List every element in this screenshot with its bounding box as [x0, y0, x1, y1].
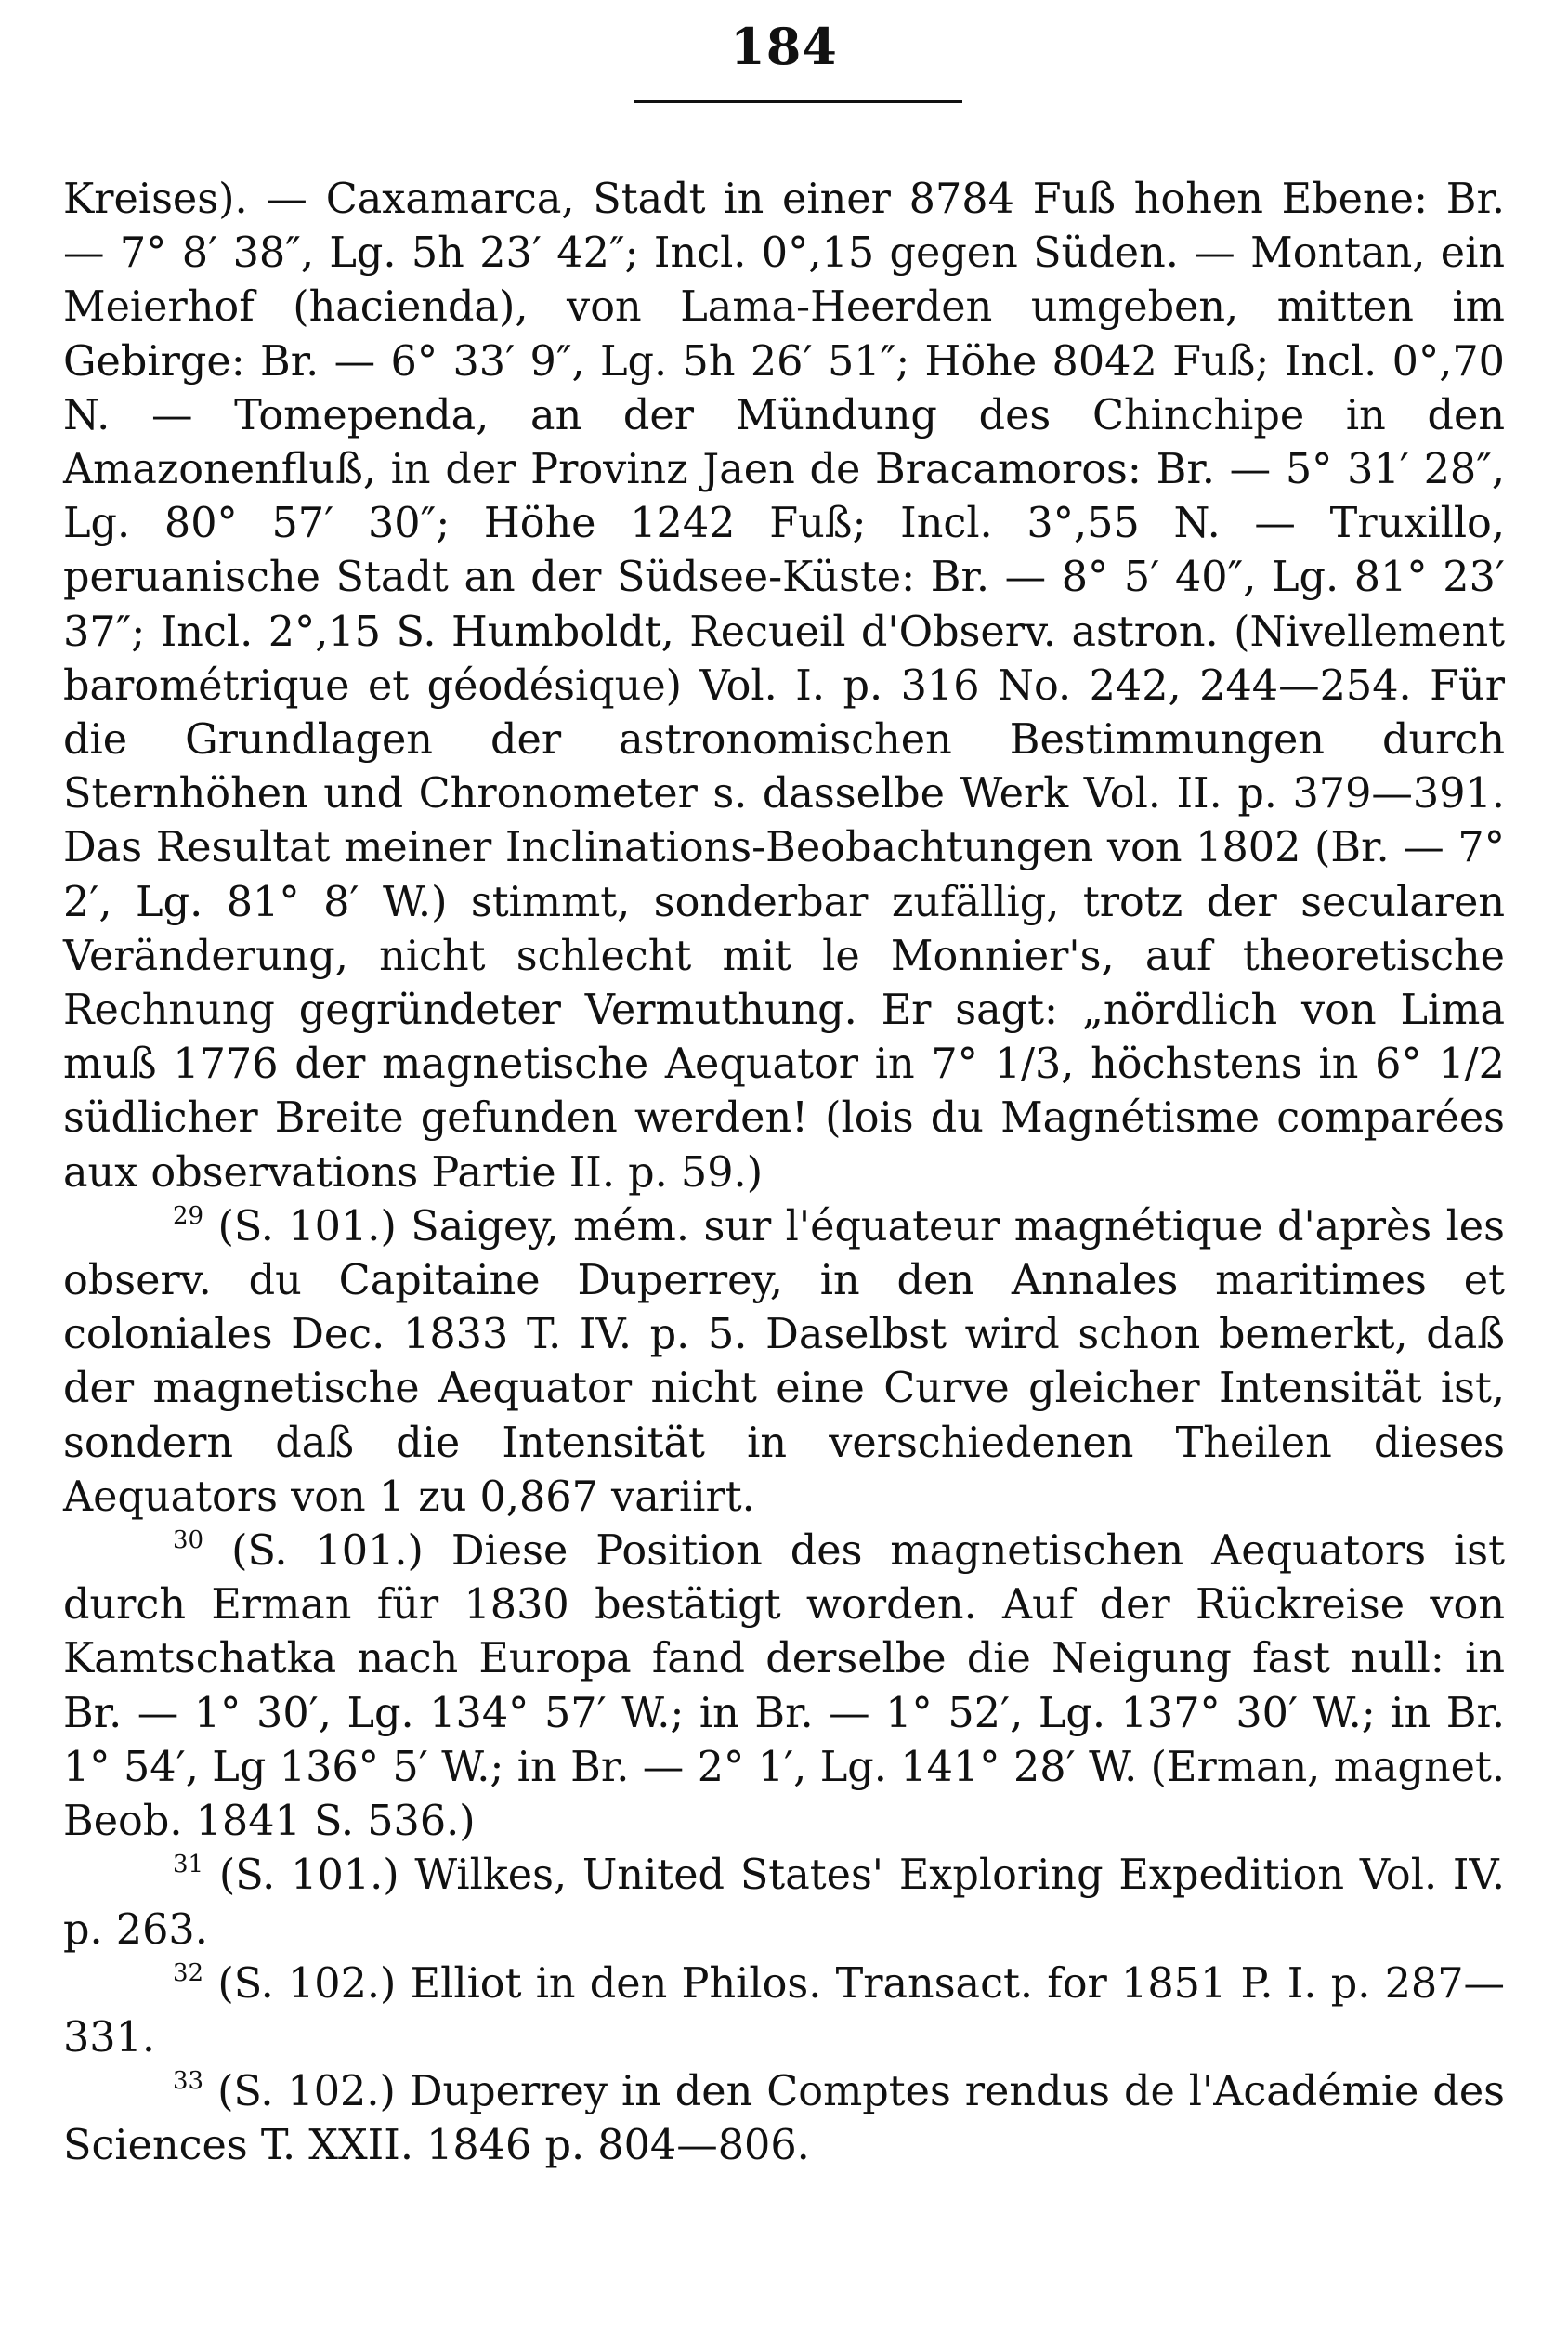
header-rule [634, 100, 962, 103]
footnote-text: (S. 101.) Saigey, mém. sur l'équateur magnétique d'après les observ. du Capitaine Duperrey, in den Annales maritimes et coloniales Dec. 1833 T. IV. p. 5. Daselbst wird schon bemerkt, daß der magnetische Aequator nicht eine Curve gleicher Intensität ist, sondern daß die Intensität in verschiedenen Theilen dieses Aequators von 1 zu 0,867 variirt. [63, 1202, 1505, 1521]
footnote-number: 33 [173, 2067, 204, 2096]
footnote-33 [63, 2065, 1505, 2173]
footnote-number: 31 [173, 1851, 204, 1879]
footnote-number: 32 [173, 1958, 204, 1987]
footnote-text: (S. 101.) Wilkes, United States' Exploring Expedition Vol. IV. p. 263. [63, 1852, 1505, 1954]
footnote-number: 30 [173, 1526, 204, 1555]
body-text [63, 173, 1505, 2174]
footnote-text: (S. 102.) Elliot in den Philos. Transact. for 1851 P. I. p. 287—331. [63, 1959, 1506, 2062]
page-number: 184 [730, 17, 838, 76]
footnote-29 [63, 1200, 1505, 1525]
continuation-paragraph: Kreises). — Caxamarca, Stadt in einer 8784 Fuß hohen Ebene: Br. — 7° 8′ 38″, Lg. 5h 23′ 42″; Incl. 0°,15 gegen Süden. — Montan, ein Meierhof (hacienda), von Lama-Heerden umgeben, mitten im Gebirge: Br. — 6° 33′ 9″, Lg. 5h 26′ 51″; Höhe 8042 Fuß; Incl. 0°,70 N. — Tomependa, an der Mündung des Chinchipe in den Amazonenfluß, in der Provinz Jaen de Bracamoros: Br. — 5° 31′ 28″, Lg. 80° 57′ 30″; Höhe 1242 Fuß; Incl. 3°,55 N. — Truxillo, peruanische Stadt an der Südsee-Küste: Br. — 8° 5′ 40″, Lg. 81° 23′ 37″; Incl. 2°,15 S. Humboldt, Recueil d'Observ. astron. (Nivellement barométrique et géodésique) Vol. I. p. 316 No. 242, 244—254. Für die Grundlagen der astronomischen Bestimmungen durch Sternhöhen und Chronometer s. dasselbe Werk Vol. II. p. 379—391. Das Resultat meiner Inclinations-Beobachtungen von 1802 (Br. — 7° 2′, Lg. 81° 8′ W.) stimmt, sonderbar zufällig, trotz der secularen Veränderung, nicht schlecht mit le Monnier's, auf theoretische Rechnung gegründeter Vermuthung. Er sagt: „nördlich von Lima muß 1776 der magnetische Aequator in 7° 1/3, höchstens in 6° 1/2 südlicher Breite gefunden werden! (lois du Magnétisme comparées aux observations Partie II. p. 59.) [63, 176, 1505, 1197]
footnote-text: (S. 102.) Duperrey in den Comptes rendus de l'Académie des Sciences T. XXII. 1846 p. 804—806. [63, 2068, 1505, 2170]
footnote-31 [63, 1849, 1505, 1957]
footnote-32 [63, 1957, 1505, 2065]
footnote-number: 29 [173, 1201, 204, 1230]
footnote-30 [63, 1525, 1505, 1849]
footnote-text: (S. 101.) Diese Position des magnetischen Aequators ist durch Erman für 1830 bestätigt worden. Auf der Rückreise von Kamtschatka nach Europa fand derselbe die Neigung fast null: in Br. — 1° 30′, Lg. 134° 57′ W.; in Br. — 1° 52′, Lg. 137° 30′ W.; in Br. 1° 54′, Lg 136° 5′ W.; in Br. — 2° 1′, Lg. 141° 28′ W. (Erman, magnet. Beob. 1841 S. 536.) [63, 1527, 1505, 1846]
